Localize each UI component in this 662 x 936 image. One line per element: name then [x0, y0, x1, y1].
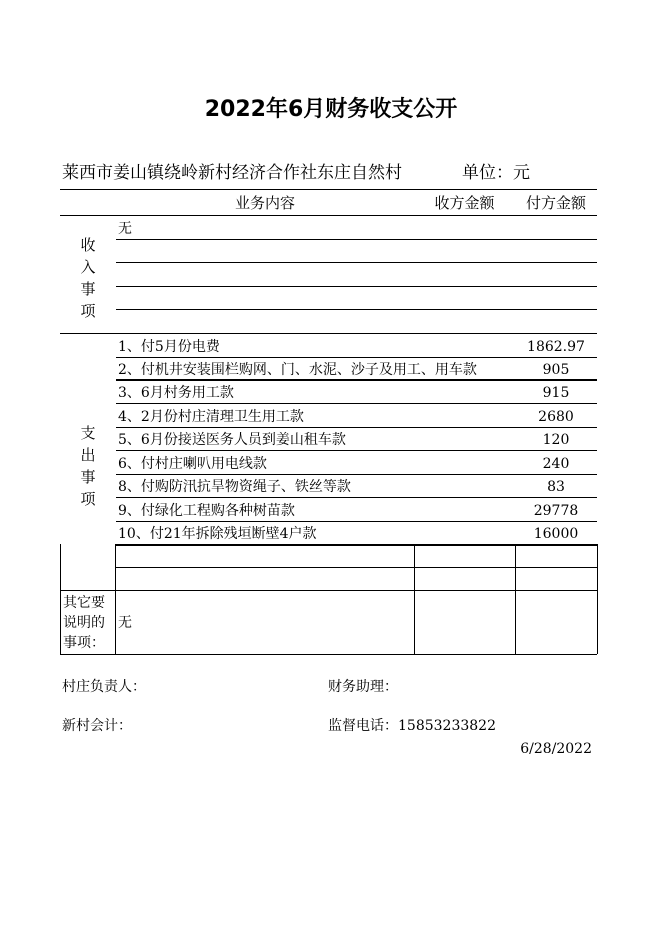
income-item: 无: [118, 221, 132, 237]
unit-label: 单位：元: [462, 163, 530, 183]
supervision-phone: 监督电话：15853233822: [328, 718, 496, 734]
expense-amount: 2680: [538, 409, 574, 425]
organization-name: 莱西市姜山镇绕岭新村经济合作社东庄自然村: [62, 163, 402, 183]
page-title: 2022年6月财务收支公开: [204, 97, 458, 122]
accountant-label: 新村会计：: [62, 718, 132, 734]
expense-desc: 5、6月份接送医务人员到姜山租车款: [118, 432, 346, 448]
expense-label-char: 事: [80, 468, 96, 486]
notes-label-line: 说明的: [63, 615, 105, 631]
expense-amount: 29778: [533, 503, 579, 519]
expense-desc: 8、付购防汛抗旱物资绳子、铁丝等款: [118, 479, 351, 495]
expense-label-char: 出: [80, 446, 96, 464]
header-income-amount: 收方金额: [434, 194, 495, 212]
expense-amount: 240: [542, 456, 570, 472]
notes-value: 无: [118, 615, 132, 631]
expense-desc: 2、付机井安装围栏购网、门、水泥、沙子及用工、用车款: [118, 362, 477, 378]
expense-amount: 905: [542, 362, 570, 378]
header-content: 业务内容: [234, 194, 295, 212]
expense-desc: 10、付21年拆除残垣断壁4户款: [118, 526, 317, 542]
finance-assistant-label: 财务助理：: [328, 679, 398, 695]
expense-label-char: 支: [80, 424, 96, 442]
publish-date: 6/28/2022: [520, 741, 592, 757]
income-label-char: 事: [80, 280, 96, 298]
expense-amount: 120: [542, 432, 570, 448]
expense-amount: 16000: [533, 526, 579, 542]
expense-desc: 9、付绿化工程购各种树苗款: [118, 503, 295, 519]
expense-label-char: 项: [80, 490, 96, 508]
income-label-char: 入: [80, 258, 96, 276]
header-payment-amount: 付方金额: [525, 194, 586, 212]
expense-desc: 6、付村庄喇叭用电线款: [118, 456, 267, 472]
expense-amount: 1862.97: [527, 339, 585, 355]
expense-desc: 1、付5月份电费: [118, 339, 220, 355]
income-label-char: 项: [80, 302, 96, 320]
notes-label-line: 其它要: [63, 595, 105, 611]
village-head-label: 村庄负责人：: [62, 679, 146, 695]
expense-amount: 83: [547, 479, 565, 495]
expense-desc: 4、2月份村庄清理卫生用工款: [118, 409, 304, 425]
notes-label-line: 事项：: [63, 635, 105, 651]
expense-desc: 3、6月村务用工款: [118, 385, 234, 401]
income-label-char: 收: [80, 236, 96, 254]
expense-amount: 915: [542, 385, 570, 401]
